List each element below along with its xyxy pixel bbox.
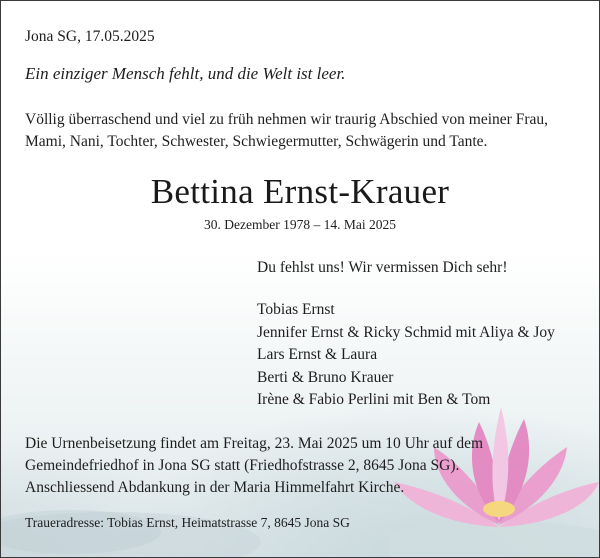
mourner-item: Irène & Fabio Perlini mit Ben & Tom: [257, 391, 491, 409]
mourning-address: Traueradresse: Tobias Ernst, Heimatstrasse 7, 8645 Jona SG: [25, 515, 350, 530]
missed-message: Du fehlst uns! Wir vermissen Dich sehr!: [257, 259, 508, 276]
place-date: Jona SG, 17.05.2025: [25, 28, 155, 45]
mourner-item: Berti & Bruno Krauer: [257, 368, 394, 386]
mourner-item: Jennifer Ernst & Ricky Schmid mit Aliya & Joy: [257, 323, 555, 341]
ceremony-details: Die Urnenbeisetzung findet am Freitag, 23. Mai 2025 um 10 Uhr auf dem Gemeindefriedhof in Jona SG statt (Friedhofstrasse 2, 8645 Jona SG). Anschliessend Abdankung in der Maria Himmelfahrt Kirche.: [25, 435, 483, 496]
deceased-name: Bettina Ernst-Krauer: [150, 172, 450, 211]
mourner-item: Tobias Ernst: [257, 301, 335, 318]
intro-text: Völlig überraschend und viel zu früh nehmen wir traurig Abschied von meiner Frau, Mami, Nani, Tochter, Schwester, Schwiegermutter, Schwägerin und Tante.: [25, 111, 548, 150]
motto-quote: Ein einziger Mensch fehlt, und die Welt ist leer.: [25, 64, 346, 83]
mourner-item: Lars Ernst & Laura: [257, 346, 378, 364]
lifespan-dates: 30. Dezember 1978 – 14. Mai 2025: [204, 217, 396, 232]
mourners-list: [257, 299, 555, 412]
